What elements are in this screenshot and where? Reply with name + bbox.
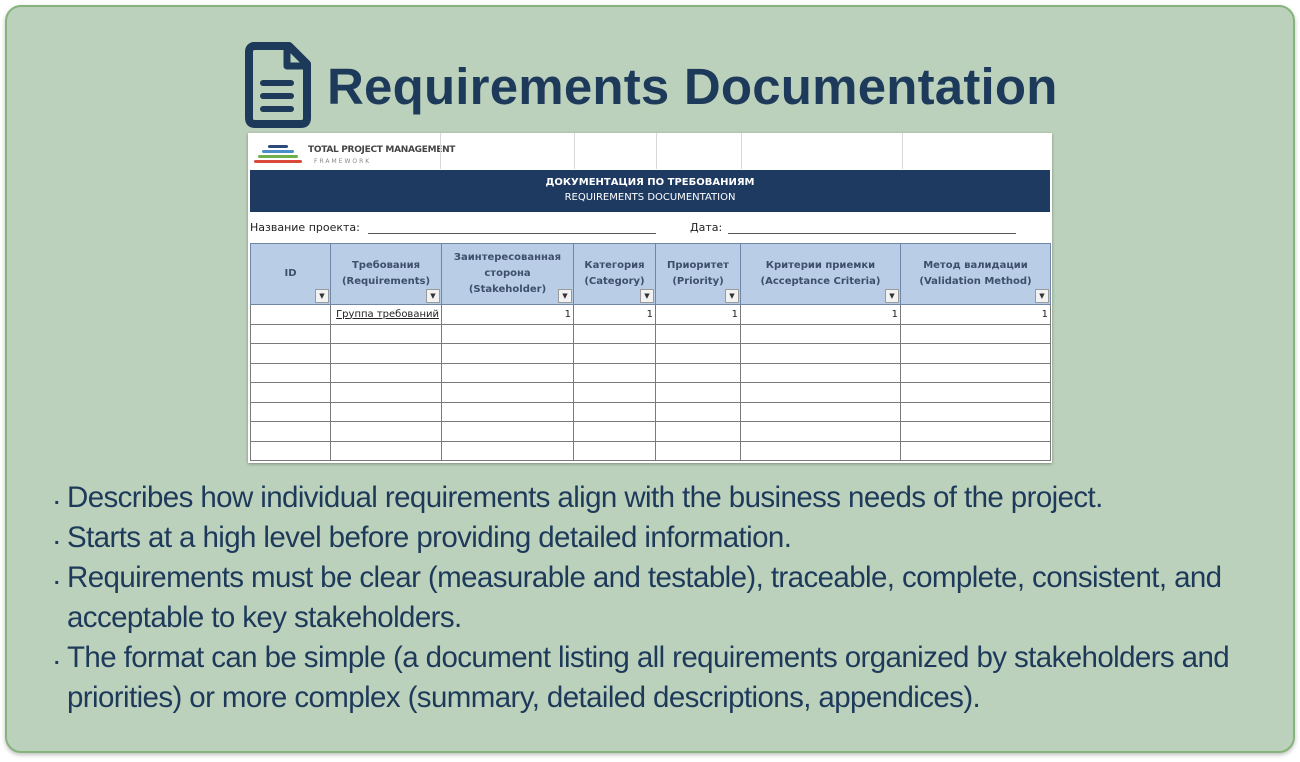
table-cell[interactable] bbox=[574, 344, 656, 364]
bullet-list bbox=[54, 478, 1284, 718]
table-header-row bbox=[251, 244, 1051, 305]
list-item bbox=[54, 638, 1284, 718]
table-cell[interactable] bbox=[901, 344, 1051, 364]
bullet-dot: . bbox=[54, 647, 59, 669]
table-cell[interactable] bbox=[442, 383, 574, 403]
date-field bbox=[728, 233, 1016, 234]
table-cell[interactable] bbox=[741, 344, 901, 364]
filter-dropdown-icon[interactable]: ▼ bbox=[558, 289, 572, 303]
filter-dropdown-icon[interactable]: ▼ bbox=[640, 289, 654, 303]
logo-subtext: FRAMEWORK bbox=[314, 158, 372, 165]
filter-dropdown-icon[interactable]: ▼ bbox=[315, 289, 329, 303]
bullet-text: Requirements must be clear (measurable and testable), traceable, complete, consistent, and acceptable to key stakeholders. bbox=[67, 561, 1222, 634]
project-name-field bbox=[368, 233, 656, 234]
column-header: ID ▼ bbox=[251, 244, 331, 305]
banner-title-ru: ДОКУМЕНТАЦИЯ ПО ТРЕБОВАНИЯМ bbox=[545, 177, 755, 188]
column-header: Приоритет (Priority) ▼ bbox=[656, 244, 741, 305]
table-cell[interactable]: 1 bbox=[741, 305, 901, 325]
table-cell[interactable] bbox=[442, 324, 574, 344]
title-row bbox=[243, 39, 1058, 131]
table-cell[interactable] bbox=[656, 402, 741, 422]
table-row bbox=[251, 402, 1051, 422]
table-cell[interactable] bbox=[251, 383, 331, 403]
bullet-text: Describes how individual requirements align with the business needs of the project. bbox=[67, 481, 1103, 514]
project-name-label: Название проекта: bbox=[250, 221, 360, 234]
spreadsheet-image bbox=[248, 133, 1052, 463]
project-row bbox=[250, 219, 1050, 237]
filter-dropdown-icon[interactable]: ▼ bbox=[725, 289, 739, 303]
column-header: Заинтересованная сторона (Stakeholder) ▼ bbox=[442, 244, 574, 305]
grid-line bbox=[741, 133, 742, 169]
filter-dropdown-icon[interactable]: ▼ bbox=[1035, 289, 1049, 303]
bullet-dot: . bbox=[54, 567, 59, 589]
bullet-text: The format can be simple (a document listing all requirements organized by stakeholders and priorities) or more complex (summary, detailed descriptions, appendices). bbox=[67, 641, 1230, 714]
table-row bbox=[251, 305, 1051, 325]
table-row bbox=[251, 344, 1051, 364]
table-cell[interactable] bbox=[442, 402, 574, 422]
table-cell[interactable] bbox=[574, 324, 656, 344]
table-cell[interactable] bbox=[331, 383, 442, 403]
table-cell[interactable] bbox=[901, 363, 1051, 383]
table-cell[interactable] bbox=[656, 344, 741, 364]
table-cell[interactable]: 1 bbox=[574, 305, 656, 325]
table-cell[interactable] bbox=[901, 402, 1051, 422]
table-cell[interactable] bbox=[656, 441, 741, 461]
requirements-table bbox=[250, 243, 1051, 461]
column-header: Требования (Requirements) ▼ bbox=[331, 244, 442, 305]
table-cell[interactable] bbox=[901, 422, 1051, 442]
grid-line bbox=[440, 133, 441, 169]
table-cell[interactable] bbox=[901, 324, 1051, 344]
table-row bbox=[251, 422, 1051, 442]
table-cell[interactable] bbox=[251, 441, 331, 461]
table-cell[interactable] bbox=[251, 363, 331, 383]
table-cell[interactable] bbox=[656, 383, 741, 403]
slide-card bbox=[5, 5, 1295, 753]
table-cell[interactable]: 1 bbox=[901, 305, 1051, 325]
table-cell[interactable] bbox=[901, 383, 1051, 403]
grid-line bbox=[574, 133, 575, 169]
logo-bars-icon bbox=[254, 145, 302, 167]
table-cell[interactable] bbox=[251, 305, 331, 325]
table-cell[interactable] bbox=[901, 441, 1051, 461]
table-row bbox=[251, 363, 1051, 383]
table-cell[interactable] bbox=[331, 422, 442, 442]
table-cell[interactable] bbox=[442, 422, 574, 442]
table-cell[interactable] bbox=[656, 422, 741, 442]
table-cell[interactable] bbox=[442, 363, 574, 383]
grid-line bbox=[902, 133, 903, 169]
logo-text: TOTAL PROJECT MANAGEMENT bbox=[308, 145, 456, 155]
list-item bbox=[54, 478, 1284, 518]
filter-dropdown-icon[interactable]: ▼ bbox=[426, 289, 440, 303]
table-cell[interactable] bbox=[656, 363, 741, 383]
table-cell[interactable] bbox=[574, 422, 656, 442]
table-cell[interactable] bbox=[331, 324, 442, 344]
table-cell[interactable]: 1 bbox=[656, 305, 741, 325]
table-cell[interactable] bbox=[574, 383, 656, 403]
document-icon bbox=[243, 40, 315, 130]
table-cell[interactable] bbox=[741, 422, 901, 442]
table-cell[interactable] bbox=[251, 344, 331, 364]
bullet-text: Starts at a high level before providing detailed information. bbox=[67, 521, 792, 554]
filter-dropdown-icon[interactable]: ▼ bbox=[885, 289, 899, 303]
table-cell[interactable] bbox=[741, 363, 901, 383]
table-cell[interactable] bbox=[574, 402, 656, 422]
table-row bbox=[251, 383, 1051, 403]
bullet-dot: . bbox=[54, 527, 59, 549]
table-cell[interactable] bbox=[331, 441, 442, 461]
banner-title-en: REQUIREMENTS DOCUMENTATION bbox=[564, 192, 736, 203]
column-header: Категория (Category) ▼ bbox=[574, 244, 656, 305]
table-cell[interactable] bbox=[251, 422, 331, 442]
table-cell[interactable] bbox=[442, 441, 574, 461]
bullet-dot: . bbox=[54, 487, 59, 509]
table-cell[interactable] bbox=[251, 324, 331, 344]
table-cell[interactable] bbox=[251, 402, 331, 422]
list-item bbox=[54, 518, 1284, 558]
table-cell[interactable] bbox=[331, 363, 442, 383]
table-cell[interactable] bbox=[741, 383, 901, 403]
column-header: Критерии приемки (Acceptance Criteria) ▼ bbox=[741, 244, 901, 305]
table-cell[interactable] bbox=[574, 441, 656, 461]
table-cell[interactable]: 1 bbox=[442, 305, 574, 325]
table-cell[interactable] bbox=[331, 402, 442, 422]
list-item bbox=[54, 558, 1284, 638]
page-title: Requirements Documentation bbox=[327, 57, 1058, 115]
table-cell[interactable] bbox=[574, 363, 656, 383]
table-cell[interactable] bbox=[741, 402, 901, 422]
table-cell[interactable] bbox=[331, 344, 442, 364]
table-cell[interactable] bbox=[741, 324, 901, 344]
table-row bbox=[251, 324, 1051, 344]
sheet-banner bbox=[250, 170, 1050, 212]
requirement-group-link[interactable]: Группа требований bbox=[331, 305, 442, 325]
column-header: Метод валидации (Validation Method) ▼ bbox=[901, 244, 1051, 305]
date-label: Дата: bbox=[690, 221, 723, 234]
table-row bbox=[251, 441, 1051, 461]
table-cell[interactable] bbox=[656, 324, 741, 344]
table-cell[interactable] bbox=[741, 441, 901, 461]
grid-line bbox=[656, 133, 657, 169]
table-cell[interactable] bbox=[442, 344, 574, 364]
